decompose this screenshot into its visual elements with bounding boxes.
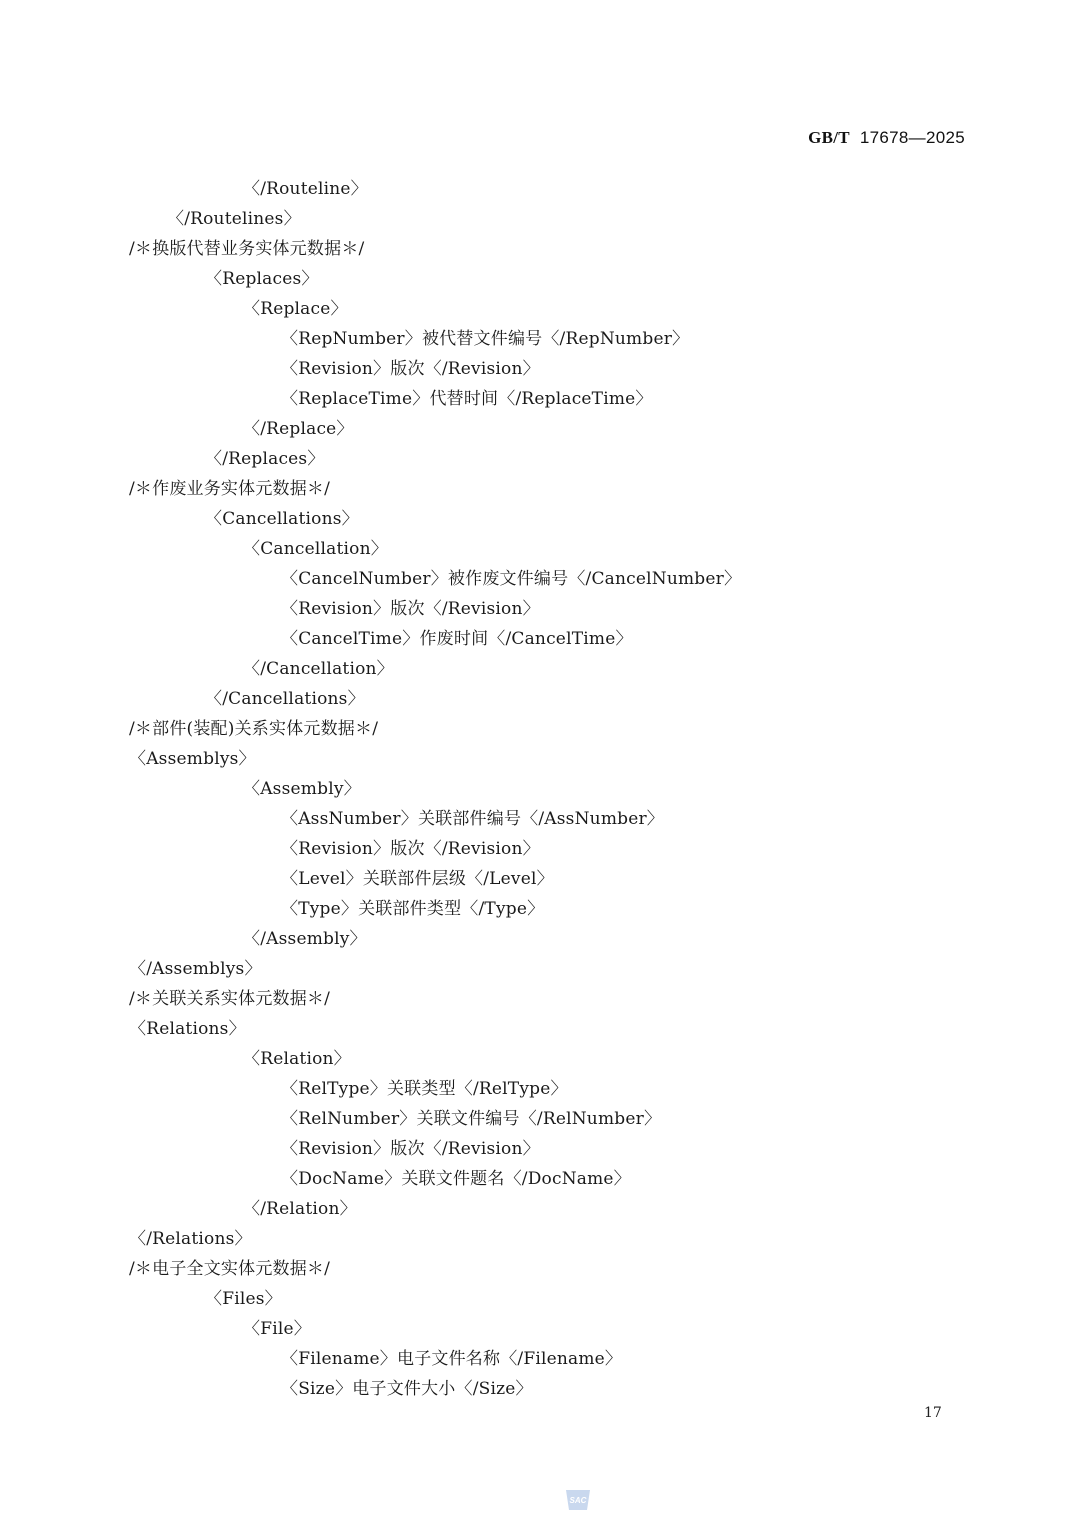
code-line (0, 204, 1080, 234)
code-line-text: /＊作废业务实体元数据＊/ (129, 479, 331, 499)
code-line (0, 1374, 1080, 1404)
code-line (0, 474, 1080, 504)
code-line (0, 744, 1080, 774)
code-line-text: 〈/Relation〉 (243, 1199, 357, 1219)
code-line-text: 〈Revision〉版次〈/Revision〉 (281, 359, 540, 379)
code-line-text: 〈Assembly〉 (243, 779, 361, 799)
code-line-text: /＊电子全文实体元数据＊/ (129, 1259, 331, 1279)
page-number: 17 (924, 1405, 942, 1421)
code-line (0, 1194, 1080, 1224)
code-line-text: 〈CancelNumber〉被作废文件编号〈/CancelNumber〉 (281, 569, 742, 589)
code-line (0, 564, 1080, 594)
code-line (0, 624, 1080, 654)
code-line-text: 〈/Routelines〉 (167, 209, 301, 229)
code-line (0, 774, 1080, 804)
code-line-text: 〈/Replace〉 (243, 419, 354, 439)
code-line-text: 〈Cancellations〉 (205, 509, 359, 529)
code-line (0, 1224, 1080, 1254)
code-line-text: 〈Replace〉 (243, 299, 348, 319)
code-line (0, 174, 1080, 204)
code-line-text: 〈Assemblys〉 (129, 749, 256, 769)
code-line (0, 834, 1080, 864)
code-line (0, 1344, 1080, 1374)
code-line-text: 〈File〉 (243, 1319, 311, 1339)
code-line (0, 444, 1080, 474)
code-line (0, 594, 1080, 624)
code-line-text: 〈CancelTime〉作废时间〈/CancelTime〉 (281, 629, 633, 649)
code-line-text: 〈AssNumber〉关联部件编号〈/AssNumber〉 (281, 809, 665, 829)
code-line (0, 984, 1080, 1014)
code-line (0, 1284, 1080, 1314)
code-line-text: 〈RelType〉关联类型〈/RelType〉 (281, 1079, 568, 1099)
code-line-text: /＊换版代替业务实体元数据＊/ (129, 239, 365, 259)
code-line-text: 〈Type〉关联部件类型〈/Type〉 (281, 899, 545, 919)
code-line (0, 684, 1080, 714)
standard-number (808, 128, 965, 148)
code-line (0, 924, 1080, 954)
code-line-text: 〈Filename〉电子文件名称〈/Filename〉 (281, 1349, 623, 1369)
code-line (0, 864, 1080, 894)
code-line (0, 1074, 1080, 1104)
code-line (0, 504, 1080, 534)
code-line-text: 〈/Routeline〉 (243, 179, 368, 199)
code-line (0, 414, 1080, 444)
xml-code-listing (0, 174, 1080, 1404)
code-line (0, 324, 1080, 354)
code-line (0, 1164, 1080, 1194)
code-line (0, 1104, 1080, 1134)
code-line-text: 〈Replaces〉 (205, 269, 319, 289)
standard-code: GB/T (808, 128, 850, 147)
code-line-text: 〈/Replaces〉 (205, 449, 325, 469)
code-line (0, 384, 1080, 414)
code-line-text: 〈Files〉 (205, 1289, 282, 1309)
code-line-text: 〈Revision〉版次〈/Revision〉 (281, 599, 540, 619)
code-line (0, 234, 1080, 264)
sac-logo-icon (563, 1488, 593, 1512)
code-line (0, 1314, 1080, 1344)
code-line (0, 294, 1080, 324)
code-line (0, 894, 1080, 924)
code-line-text: 〈/Cancellations〉 (205, 689, 365, 709)
code-line-text: 〈/Cancellation〉 (243, 659, 394, 679)
code-line (0, 1044, 1080, 1074)
code-line-text: 〈Cancellation〉 (243, 539, 388, 559)
code-line-text: 〈/Assembly〉 (243, 929, 367, 949)
code-line (0, 654, 1080, 684)
code-line-text: 〈DocName〉关联文件题名〈/DocName〉 (281, 1169, 631, 1189)
code-line-text: /＊关联关系实体元数据＊/ (129, 989, 331, 1009)
code-line (0, 714, 1080, 744)
code-line-text: 〈/Relations〉 (129, 1229, 252, 1249)
code-line (0, 954, 1080, 984)
code-line-text: 〈Revision〉版次〈/Revision〉 (281, 839, 540, 859)
code-line-text: 〈Revision〉版次〈/Revision〉 (281, 1139, 540, 1159)
code-line (0, 264, 1080, 294)
code-line-text: 〈RepNumber〉被代替文件编号〈/RepNumber〉 (281, 329, 690, 349)
standard-id: 17678—2025 (859, 128, 965, 147)
code-line (0, 1014, 1080, 1044)
code-line-text: 〈Relations〉 (129, 1019, 246, 1039)
svg-text:SAC: SAC (569, 1496, 587, 1505)
code-line (0, 1134, 1080, 1164)
code-line (0, 1254, 1080, 1284)
code-line-text: 〈Relation〉 (243, 1049, 351, 1069)
code-line-text: 〈RelNumber〉关联文件编号〈/RelNumber〉 (281, 1109, 662, 1129)
code-line-text: 〈ReplaceTime〉代替时间〈/ReplaceTime〉 (281, 389, 653, 409)
code-line (0, 804, 1080, 834)
code-line-text: 〈Size〉电子文件大小〈/Size〉 (281, 1379, 533, 1399)
code-line-text: 〈/Assemblys〉 (129, 959, 262, 979)
code-line-text: 〈Level〉关联部件层级〈/Level〉 (281, 869, 554, 889)
code-line (0, 354, 1080, 384)
code-line (0, 534, 1080, 564)
code-line-text: /＊部件(装配)关系实体元数据＊/ (129, 719, 379, 739)
